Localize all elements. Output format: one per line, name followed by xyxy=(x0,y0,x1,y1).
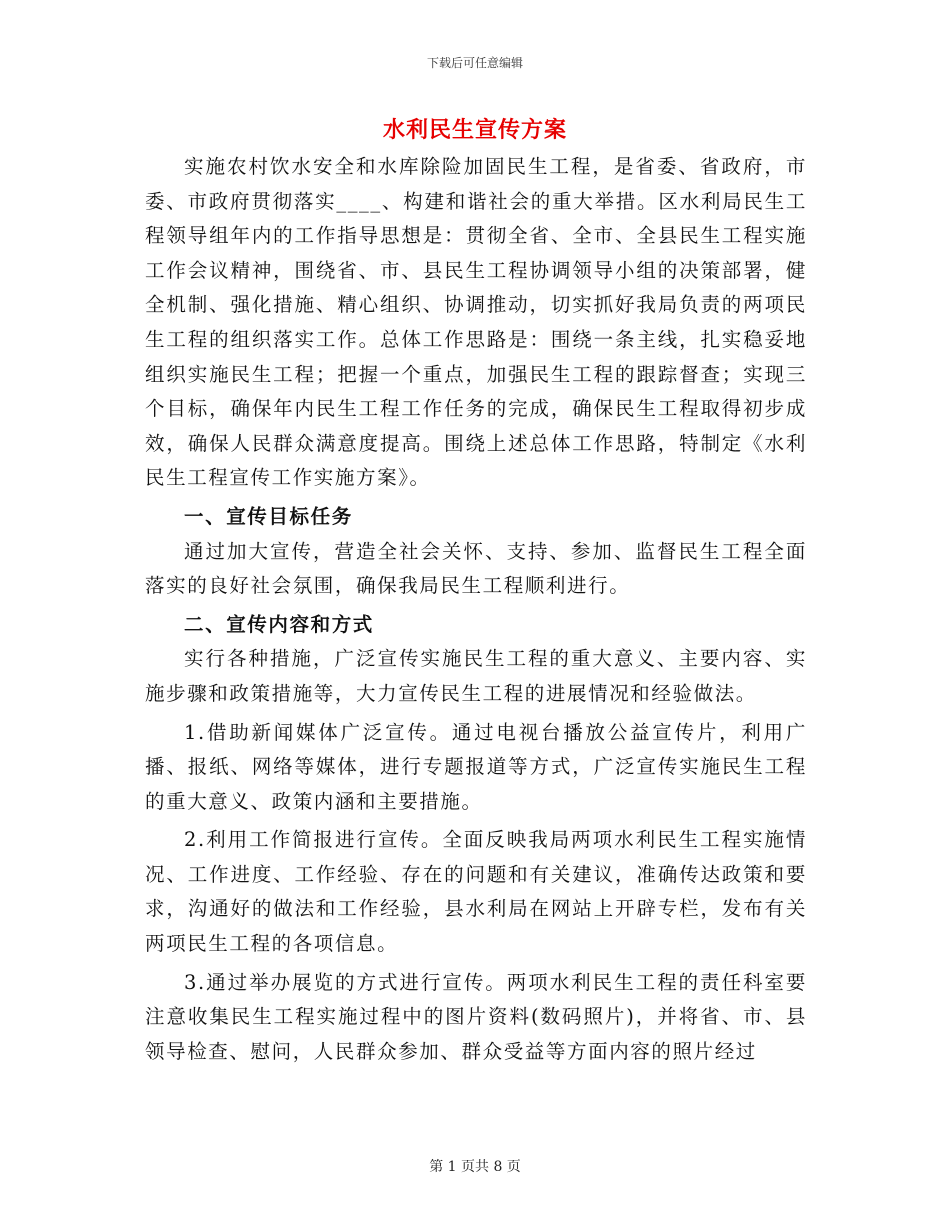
document-body xyxy=(145,150,807,1069)
section-heading-content: 二、宣传内容和方式 xyxy=(184,612,374,636)
item-paragraph-2: 2.利用工作简报进行宣传。全面反映我局两项水利民生工程实施情况、工作进度、工作经验、存在的问题和有关建议，准确传达政策和要求，沟通好的做法和工作经验，县水利局在网站上开辟专栏，发布有关两项民生工程的各项信息。 xyxy=(145,828,807,956)
section-heading-goals: 一、宣传目标任务 xyxy=(184,504,353,528)
item-paragraph-3: 3.通过举办展览的方式进行宣传。两项水利民生工程的责任科室要注意收集民生工程实施过程中的图片资料(数码照片)，并将省、市、县领导检查、慰问，人民群众参加、群众受益等方面内容的照片经过 xyxy=(145,970,807,1063)
document-title: 水利民生宣传方案 xyxy=(382,117,567,143)
content-paragraph: 实行各种措施，广泛宣传实施民生工程的重大意义、主要内容、实施步骤和政策措施等，大力宣传民生工程的进展情况和经验做法。 xyxy=(145,647,807,705)
item-paragraph-1: 1.借助新闻媒体广泛宣传。通过电视台播放公益宣传片，利用广播、报纸、网络等媒体，进行专题报道等方式，广泛宣传实施民生工程的重大意义、政策内涵和主要措施。 xyxy=(145,720,807,813)
intro-paragraph: 实施农村饮水安全和水库除险加固民生工程，是省委、省政府，市委、市政府贯彻落实____、构建和谐社会的重大举措。区水利局民生工程领导组年内的工作指导思想是：贯彻全省、全市、全县民生工程实施工作会议精神，围绕省、市、县民生工程协调领导小组的决策部署，健全机制、强化措施、精心组织、协调推动，切实抓好我局负责的两项民生工程的组织落实工作。总体工作思路是：围绕一条主线，扎实稳妥地组织实施民生工程；把握一个重点，加强民生工程的跟踪督查；实现三个目标，确保年内民生工程工作任务的完成，确保民生工程取得初步成效，确保人民群众满意度提高。围绕上述总体工作思路，特制定《水利民生工程宣传工作实施方案》。 xyxy=(145,155,807,490)
page-footer: 第 1 页共 8 页 xyxy=(429,1159,521,1175)
header-note: 下载后可任意编辑 xyxy=(426,56,523,70)
goals-paragraph: 通过加大宣传，营造全社会关怀、支持、参加、监督民生工程全面落实的良好社会氛围，确保我局民生工程顺利进行。 xyxy=(145,539,807,598)
